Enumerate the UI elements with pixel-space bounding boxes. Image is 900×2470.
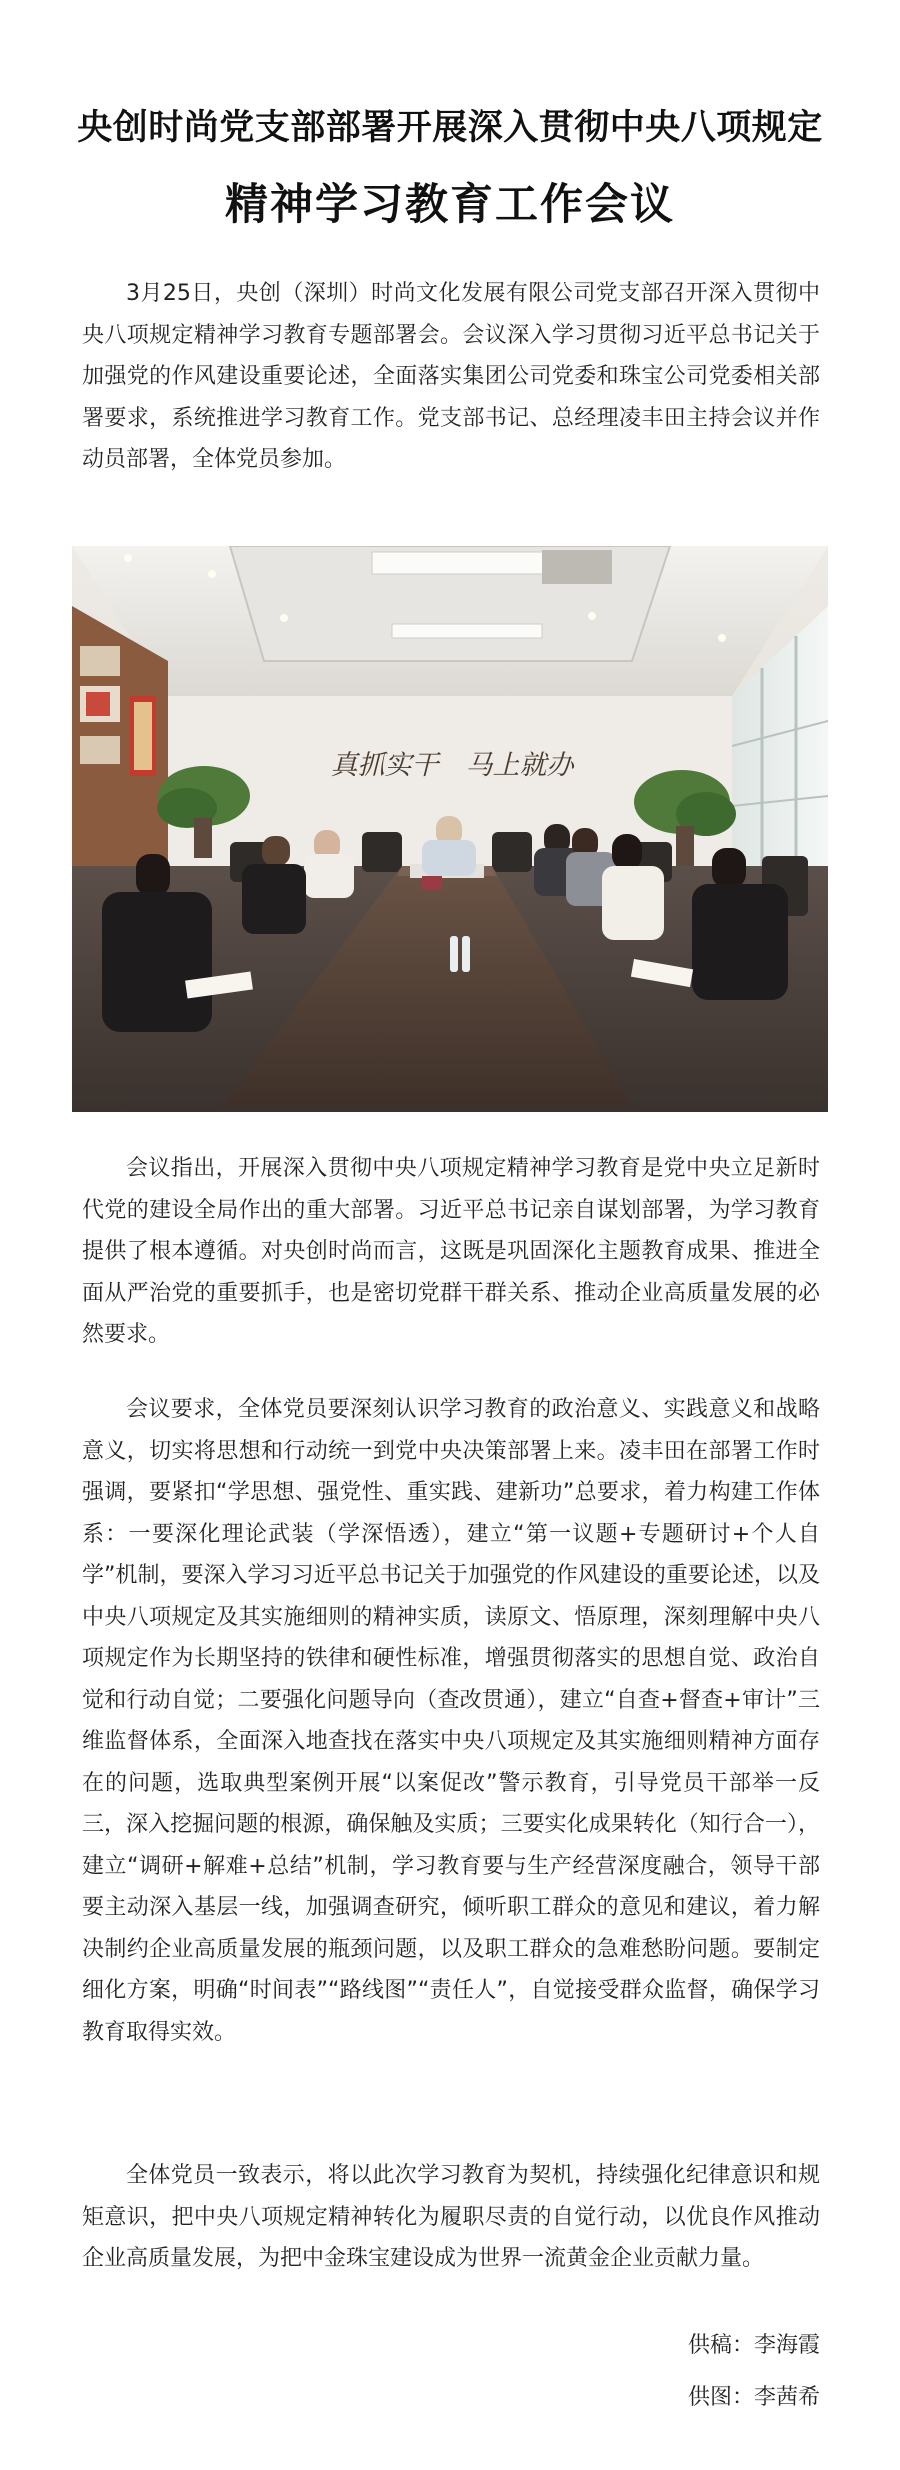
intro-paragraph: 3月25日，央创（深圳）时尚文化发展有限公司党支部召开深入贯彻中央八项规定精神学习教育专题部署会。会议深入学习贯彻习近平总书记关于加强党的作风建设重要论述，全面落实集团公司党委和珠宝公司党委相关部署要求，系统推进学习教育工作。党支部书记、总经理凌丰田主持会议并作动员部署，全体党员参加。 [82, 281, 820, 472]
photo-credit: 供图：李茜希 [687, 2385, 820, 2410]
body-paragraph-3: 全体党员一致表示，将以此次学习教育为契机，持续强化纪律意识和规矩意识，把中央八项规定精神转化为履职尽责的自觉行动，以优良作风推动企业高质量发展，为把中金珠宝建设成为世界一流黄金企业贡献力量。 [82, 2163, 820, 2271]
article-title-line-2: 精神学习教育工作会议 [225, 180, 675, 230]
wall-calligraphy: 真抓实干 马上就办 [330, 750, 574, 781]
article-title-line-1: 央创时尚党支部部署开展深入贯彻中央八项规定 [77, 108, 823, 148]
meeting-photo [72, 546, 828, 1112]
text-credit: 供稿：李海霞 [687, 2333, 820, 2358]
body-paragraph-2: 会议要求，全体党员要深刻认识学习教育的政治意义、实践意义和战略意义，切实将思想和行动统一到党中央决策部署上来。凌丰田在部署工作时强调，要紧扣“学思想、强党性、重实践、建新功”总要求，着力构建工作体系：一要深化理论武装（学深悟透），建立“第一议题+专题研讨+个人自学”机制，要深入学习习近平总书记关于加强党的作风建设的重要论述，以及中央八项规定及其实施细则的精神实质，读原文、悟原理，深刻理解中央八项规定作为长期坚持的铁律和硬性标准，增强贯彻落实的思想自觉、政治自觉和行动自觉；二要强化问题导向（查改贯通），建立“自查+督查+审计”三维监督体系，全面深入地查找在落实中央八项规定及其实施细则精神方面存在的问题，选取典型案例开展“以案促改”警示教育，引导党员干部举一反三，深入挖掘问题的根源，确保触及实质；三要实化成果转化（知行合一），建立“调研+解难+总结”机制，学习教育要与生产经营深度融合，领导干部要主动深入基层一线，加强调查研究，倾听职工群众的意见和建议，着力解决制约企业高质量发展的瓶颈问题，以及职工群众的急难愁盼问题。要制定细化方案，明确“时间表”“路线图”“责任人”，自觉接受群众监督，确保学习教育取得实效。 [82, 1397, 820, 2045]
body-paragraph-1: 会议指出，开展深入贯彻中央八项规定精神学习教育是党中央立足新时代党的建设全局作出的重大部署。习近平总书记亲自谋划部署，为学习教育提供了根本遵循。对央创时尚而言，这既是巩固深化主题教育成果、推进全面从严治党的重要抓手，也是密切党群干群关系、推动企业高质量发展的必然要求。 [82, 1156, 820, 1347]
